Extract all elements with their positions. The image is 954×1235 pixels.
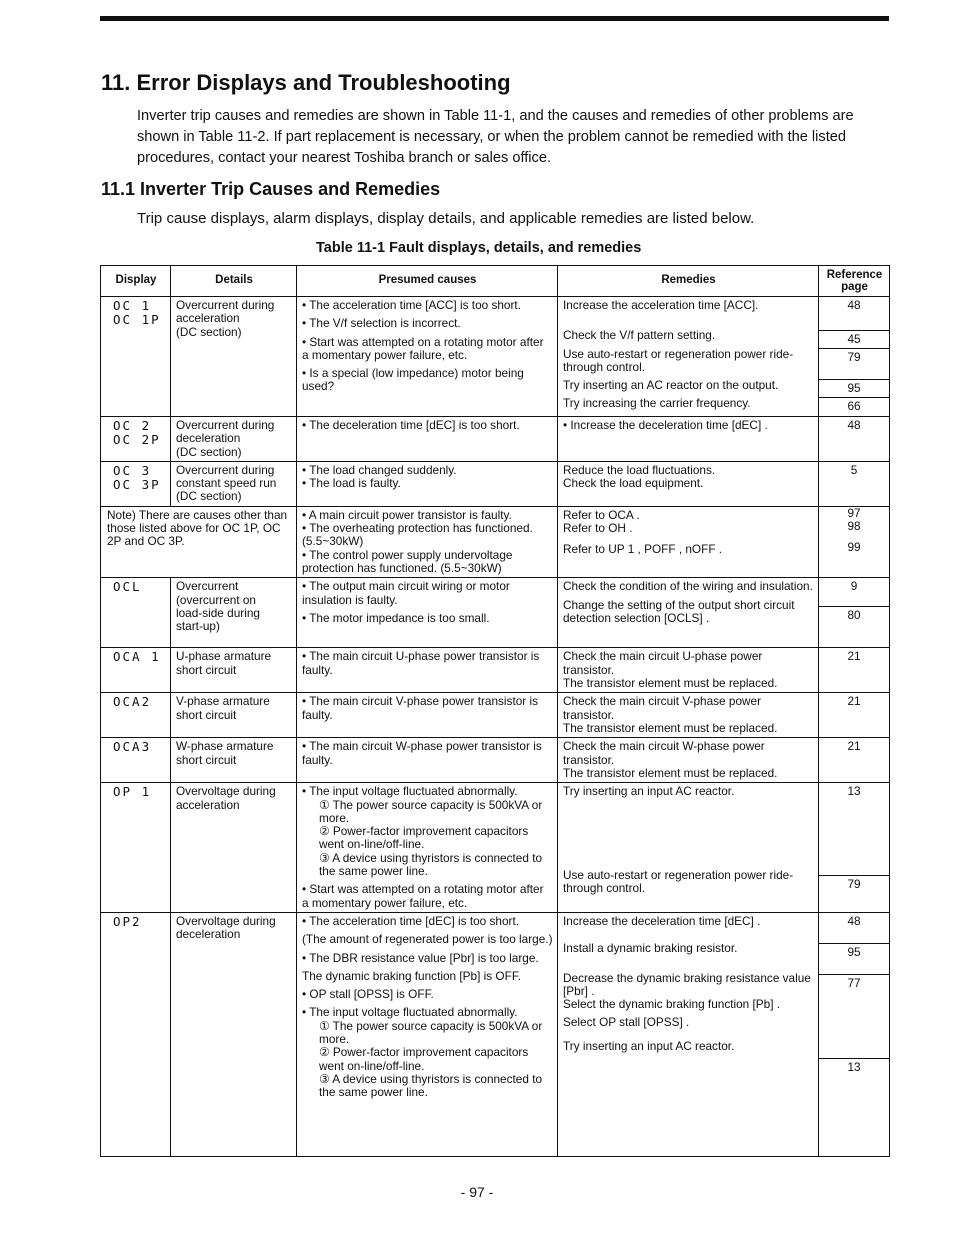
- table-row: [101, 461, 890, 506]
- remedies-cell: Try inserting an input AC reactor. Use auto-restart or regeneration power ride-through control.: [558, 783, 819, 913]
- section-intro: Trip cause displays, alarm displays, display details, and applicable remedies are listed below.: [137, 210, 755, 227]
- details-cell: Overcurrent during acceleration (DC section): [171, 297, 297, 417]
- details-cell: Overcurrent during deceleration (DC section): [171, 417, 297, 462]
- reference-cell: 48 45 79 95 66: [819, 297, 890, 417]
- details-cell: Overvoltage during deceleration: [171, 912, 297, 1156]
- remedies-cell: • Increase the deceleration time [dEC] .: [558, 417, 819, 462]
- reference-cell: 5: [819, 461, 890, 506]
- causes-cell: • The main circuit W-phase power transistor is faulty.: [297, 738, 558, 783]
- table-row: [101, 417, 890, 462]
- causes-cell: • A main circuit power transistor is faulty. • The overheating protection has functioned. (5.5~30kW) • The control power supply undervoltage protection has functioned. (5.5~30kW): [297, 506, 558, 577]
- display-codes: OP 1: [101, 783, 171, 913]
- details-cell: Overvoltage during acceleration: [171, 783, 297, 913]
- reference-cell: 21: [819, 648, 890, 693]
- display-codes: OCL: [101, 578, 171, 648]
- remedies-cell: Check the main circuit V-phase power transistor. The transistor element must be replaced.: [558, 693, 819, 738]
- causes-cell: • The main circuit V-phase power transistor is faulty.: [297, 693, 558, 738]
- col-causes: Presumed causes: [297, 266, 558, 297]
- display-codes: OC 1 OC 1P: [101, 297, 171, 417]
- remedies-cell: Check the main circuit U-phase power transistor. The transistor element must be replaced.: [558, 648, 819, 693]
- details-cell: W-phase armature short circuit: [171, 738, 297, 783]
- causes-cell: • The load changed suddenly. • The load is faulty.: [297, 461, 558, 506]
- causes-cell: • The output main circuit wiring or motor insulation is faulty. • The motor impedance is too small.: [297, 578, 558, 648]
- col-display: Display: [101, 266, 171, 297]
- table-row: [101, 912, 890, 1156]
- remedies-cell: Increase the acceleration time [ACC]. Check the V/f pattern setting. Use auto-restart or regeneration power ride-through control. Try inserting an AC reactor on the output. Try increasing the carrier frequency.: [558, 297, 819, 417]
- display-codes: OCA 1: [101, 648, 171, 693]
- reference-cell: 97 98 99: [819, 506, 890, 577]
- table-row: [101, 693, 890, 738]
- note-cell: Note) There are causes other than those listed above for OC 1P, OC 2P and OC 3P.: [101, 506, 297, 577]
- table-row: [101, 506, 890, 577]
- table-row: [101, 578, 890, 648]
- causes-cell: • The acceleration time [dEC] is too short. (The amount of regenerated power is too large.) • The DBR resistance value [Pbr] is too large. The dynamic braking function [Pb] is OFF. • OP stall [OPSS] is OFF. • The input voltage fluctuated abnormally. ① The power source capacity is 500kVA or more. ② Power-factor improvement capacitors went on-line/off-line. ③ A device using thyristors is connected to the same power line.: [297, 912, 558, 1156]
- col-details: Details: [171, 266, 297, 297]
- col-remedies: Remedies: [558, 266, 819, 297]
- table-row: [101, 648, 890, 693]
- col-reference: Reference page: [819, 266, 890, 297]
- table-row: [101, 783, 890, 913]
- display-codes: OC 3 OC 3P: [101, 461, 171, 506]
- causes-cell: • The input voltage fluctuated abnormally. ① The power source capacity is 500kVA or more. ② Power-factor improvement capacitors went on-line/off-line. ③ A device using thyristors is connected to the same power line. • Start was attempted on a rotating motor after a momentary power failure, etc.: [297, 783, 558, 913]
- details-cell: V-phase armature short circuit: [171, 693, 297, 738]
- table-row: [101, 738, 890, 783]
- details-cell: Overcurrent (overcurrent on load-side during start-up): [171, 578, 297, 648]
- reference-cell: 21: [819, 693, 890, 738]
- display-codes: OC 2 OC 2P: [101, 417, 171, 462]
- display-codes: OCA2: [101, 693, 171, 738]
- reference-cell: 13 79: [819, 783, 890, 913]
- page-number: - 97 -: [460, 1184, 494, 1200]
- section-heading: 11.1 Inverter Trip Causes and Remedies: [101, 179, 441, 199]
- intro-paragraph: Inverter trip causes and remedies are shown in Table 11-1, and the causes and remedies of other problems are shown in Table 11-2. If part replacement is necessary, or when the problem cannot be remedied with the listed procedures, contact your nearest Toshiba branch or sales office.: [137, 108, 854, 166]
- reference-cell: 9 80: [819, 578, 890, 648]
- table-header-row: [101, 266, 890, 297]
- remedies-cell: Check the main circuit W-phase power transistor. The transistor element must be replaced.: [558, 738, 819, 783]
- remedies-cell: Refer to OCA . Refer to OH . Refer to UP 1 , POFF , nOFF .: [558, 506, 819, 577]
- fault-table: [100, 265, 890, 1157]
- reference-cell: 21: [819, 738, 890, 783]
- remedies-cell: Increase the deceleration time [dEC] . Install a dynamic braking resistor. Decrease the dynamic braking resistance value [Pbr] . Select the dynamic braking function [Pb] . Select OP stall [OPSS] . Try inserting an input AC reactor.: [558, 912, 819, 1156]
- page-heading: 11. Error Displays and Troubleshooting: [101, 70, 511, 95]
- table-caption: Table 11-1 Fault displays, details, and remedies: [316, 240, 642, 256]
- remedies-cell: Reduce the load fluctuations. Check the load equipment.: [558, 461, 819, 506]
- causes-cell: • The deceleration time [dEC] is too short.: [297, 417, 558, 462]
- top-rule: [100, 16, 889, 21]
- reference-cell: 48 95 77 13: [819, 912, 890, 1156]
- causes-cell: • The acceleration time [ACC] is too short. • The V/f selection is incorrect. • Start was attempted on a rotating motor after a momentary power failure, etc. • Is a special (low impedance) motor being used?: [297, 297, 558, 417]
- reference-cell: 48: [819, 417, 890, 462]
- details-cell: U-phase armature short circuit: [171, 648, 297, 693]
- table-row: [101, 297, 890, 417]
- details-cell: Overcurrent during constant speed run (DC section): [171, 461, 297, 506]
- causes-cell: • The main circuit U-phase power transistor is faulty.: [297, 648, 558, 693]
- display-codes: OCA3: [101, 738, 171, 783]
- remedies-cell: Check the condition of the wiring and insulation. Change the setting of the output short circuit detection selection [OCLS] .: [558, 578, 819, 648]
- display-codes: OP2: [101, 912, 171, 1156]
